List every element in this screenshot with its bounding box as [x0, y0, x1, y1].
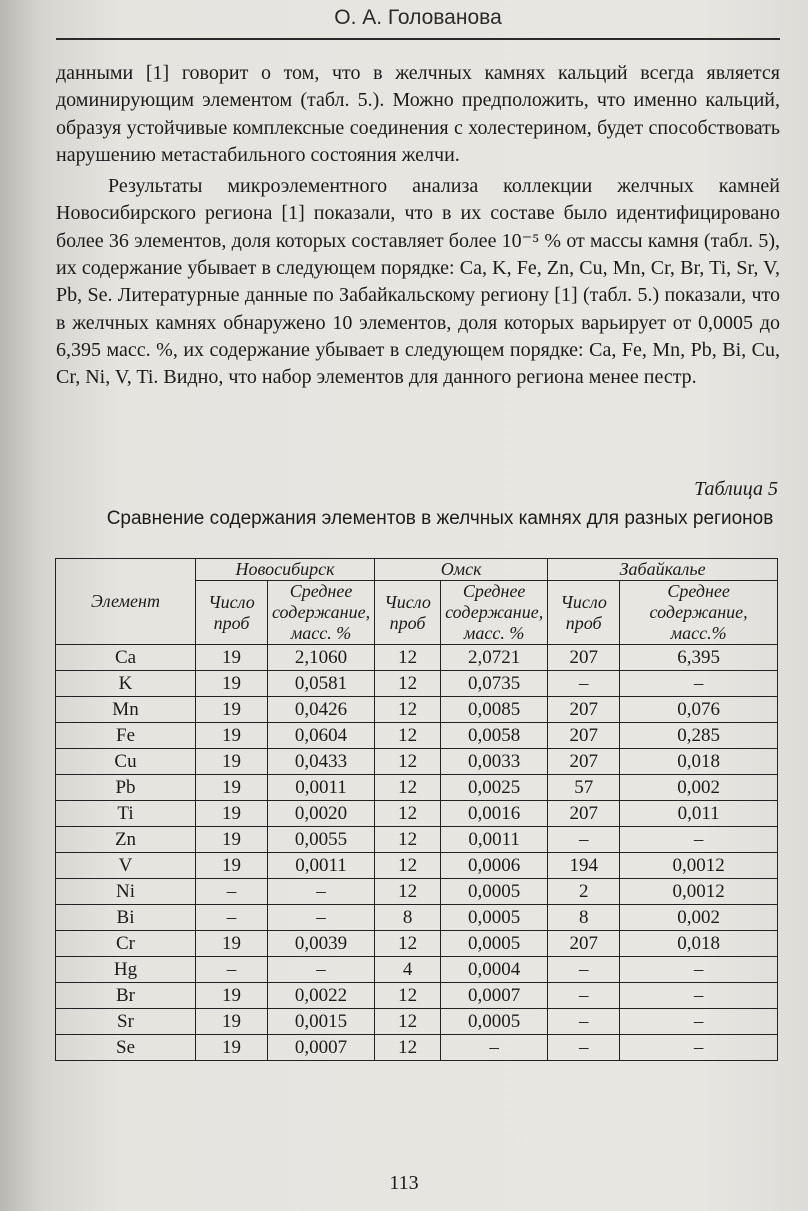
table-cell: 12: [375, 671, 441, 697]
element-cell: Hg: [56, 957, 196, 983]
table-cell: 12: [375, 1009, 441, 1035]
table-cell: 0,0020: [268, 801, 375, 827]
table-cell: 12: [375, 801, 441, 827]
table-cell: 19: [196, 723, 268, 749]
table-cell: 0,0011: [268, 853, 375, 879]
table-cell: –: [268, 957, 375, 983]
table-cell: –: [620, 957, 778, 983]
paragraph: данными [1] говорит о том, что в желчных камнях кальций всегда является доминирующим элементом (табл. 5.). Можно предположить, что именно кальций, образуя устойчивые комплексные соединения с холестерином, будет способствовать нарушению метастабильного состояния желчи.: [56, 62, 780, 166]
table-cell: 0,0012: [620, 853, 778, 879]
header-rule: [56, 38, 780, 40]
table-row: [56, 983, 778, 1009]
table-cell: 12: [375, 983, 441, 1009]
table-row: [56, 1009, 778, 1035]
element-cell: Ca: [56, 645, 196, 671]
table-cell: 0,002: [620, 775, 778, 801]
table-cell: 6,395: [620, 645, 778, 671]
table-cell: 19: [196, 801, 268, 827]
table-cell: 207: [548, 749, 620, 775]
body-text: [56, 60, 780, 392]
table-row: [56, 801, 778, 827]
table-cell: 0,0022: [268, 983, 375, 1009]
table-cell: 2: [548, 879, 620, 905]
subheader-mean-content: Среднее содержание, масс.%: [620, 581, 778, 645]
table-cell: 0,0055: [268, 827, 375, 853]
table-cell: 12: [375, 1035, 441, 1061]
subheader-mean-content: Среднее содержание, масс. %: [441, 581, 548, 645]
table-cell: 12: [375, 931, 441, 957]
table-cell: 12: [375, 645, 441, 671]
element-cell: Sr: [56, 1009, 196, 1035]
subheader-sample-count: Число проб: [196, 581, 268, 645]
element-cell: Fe: [56, 723, 196, 749]
table-cell: 0,0426: [268, 697, 375, 723]
table-label: Таблица 5: [694, 478, 778, 500]
table-cell: 0,0039: [268, 931, 375, 957]
paragraph: Результаты микроэлементного анализа коллекции желчных камней Новосибирского региона [1] показали, что в их составе было идентифицировано более 36 элементов, доля которых составляет более 10⁻⁵ % от массы камня (табл. 5), их содержание убывает в следующем порядке: Ca, K, Fe, Zn, Cu, Mn, Cr, Br, Ti, Sr, V, Pb, Se. Литературные данные по Забайкальскому региону [1] (табл. 5.) показали, что в желчных камнях обнаружено 10 элементов, доля которых варьирует от 0,0005 до 6,395 масс. %, их содержание убывает в следующем порядке: Ca, Fe, Mn, Pb, Bi, Cu, Cr, Ni, V, Ti. Видно, что набор элементов для данного региона менее пестр.: [56, 175, 780, 389]
table-cell: 12: [375, 827, 441, 853]
table-cell: –: [196, 905, 268, 931]
subheader-sample-count: Число проб: [548, 581, 620, 645]
table-cell: 57: [548, 775, 620, 801]
table-cell: –: [548, 983, 620, 1009]
table-cell: 19: [196, 853, 268, 879]
table-cell: 8: [375, 905, 441, 931]
table-body: [56, 645, 778, 1061]
table-row: [56, 723, 778, 749]
table-cell: –: [548, 1035, 620, 1061]
table-cell: 19: [196, 645, 268, 671]
data-table: [55, 558, 778, 1061]
table-cell: 0,0011: [268, 775, 375, 801]
table-row: [56, 879, 778, 905]
element-cell: Pb: [56, 775, 196, 801]
table-cell: 0,0005: [441, 905, 548, 931]
table-row: [56, 645, 778, 671]
table-cell: 0,0033: [441, 749, 548, 775]
table-cell: 0,011: [620, 801, 778, 827]
table-cell: –: [548, 1009, 620, 1035]
table-cell: 0,0015: [268, 1009, 375, 1035]
region-header: Новосибирск: [196, 559, 375, 581]
table-cell: –: [268, 879, 375, 905]
table-cell: 0,076: [620, 697, 778, 723]
table-cell: 12: [375, 775, 441, 801]
table-cell: 0,002: [620, 905, 778, 931]
table-cell: 0,0016: [441, 801, 548, 827]
table-cell: 0,0005: [441, 1009, 548, 1035]
table-cell: –: [196, 879, 268, 905]
running-header: О. А. Голованова: [334, 6, 502, 29]
element-cell: Ni: [56, 879, 196, 905]
table-cell: 0,0007: [441, 983, 548, 1009]
table-row: [56, 957, 778, 983]
table-cell: 0,0581: [268, 671, 375, 697]
table-row: [56, 853, 778, 879]
table-cell: 0,0006: [441, 853, 548, 879]
table-cell: –: [548, 827, 620, 853]
element-cell: Mn: [56, 697, 196, 723]
table-row: [56, 749, 778, 775]
table-cell: 207: [548, 931, 620, 957]
table-cell: –: [620, 1009, 778, 1035]
table-cell: 0,0735: [441, 671, 548, 697]
table-cell: 19: [196, 749, 268, 775]
table-title: Сравнение содержания элементов в желчных камнях для разных регионов: [106, 508, 774, 529]
element-cell: Br: [56, 983, 196, 1009]
table-cell: 2,1060: [268, 645, 375, 671]
table-cell: 0,0005: [441, 931, 548, 957]
table-cell: 0,285: [620, 723, 778, 749]
table-cell: 4: [375, 957, 441, 983]
region-header: Забайкалье: [548, 559, 778, 581]
table-cell: 207: [548, 801, 620, 827]
table-cell: 19: [196, 983, 268, 1009]
element-cell: K: [56, 671, 196, 697]
page-number: 113: [389, 1172, 419, 1194]
element-column-header: Элемент: [56, 559, 196, 645]
table-cell: 12: [375, 723, 441, 749]
element-cell: Bi: [56, 905, 196, 931]
table-cell: 19: [196, 931, 268, 957]
table-cell: –: [620, 1035, 778, 1061]
table-row: [56, 931, 778, 957]
element-cell: Cu: [56, 749, 196, 775]
table-cell: 207: [548, 645, 620, 671]
table-cell: 0,0012: [620, 879, 778, 905]
table-cell: 19: [196, 775, 268, 801]
table-cell: 19: [196, 827, 268, 853]
table-cell: 12: [375, 853, 441, 879]
table-cell: 19: [196, 697, 268, 723]
table-cell: 0,0004: [441, 957, 548, 983]
table-row: [56, 905, 778, 931]
table-cell: 207: [548, 697, 620, 723]
table-cell: 2,0721: [441, 645, 548, 671]
table-cell: –: [196, 957, 268, 983]
table-cell: 19: [196, 1009, 268, 1035]
table-cell: –: [620, 983, 778, 1009]
table-cell: 12: [375, 879, 441, 905]
table-cell: 0,0058: [441, 723, 548, 749]
table-cell: 0,0433: [268, 749, 375, 775]
table-cell: 0,0007: [268, 1035, 375, 1061]
table-cell: –: [620, 827, 778, 853]
table-cell: 0,018: [620, 931, 778, 957]
table-cell: 194: [548, 853, 620, 879]
table-row: [56, 775, 778, 801]
table-cell: –: [441, 1035, 548, 1061]
table-cell: 19: [196, 671, 268, 697]
table-row: [56, 697, 778, 723]
table-cell: 0,0005: [441, 879, 548, 905]
table-cell: –: [268, 905, 375, 931]
table-row: [56, 827, 778, 853]
table-cell: 8: [548, 905, 620, 931]
table-cell: 12: [375, 749, 441, 775]
table-cell: 0,0085: [441, 697, 548, 723]
element-cell: Cr: [56, 931, 196, 957]
table-cell: –: [548, 671, 620, 697]
table-cell: 0,0011: [441, 827, 548, 853]
element-cell: Se: [56, 1035, 196, 1061]
table-cell: –: [620, 671, 778, 697]
element-cell: Ti: [56, 801, 196, 827]
subheader-sample-count: Число проб: [375, 581, 441, 645]
table-cell: 0,018: [620, 749, 778, 775]
region-header: Омск: [375, 559, 548, 581]
table-cell: 19: [196, 1035, 268, 1061]
table-cell: –: [548, 957, 620, 983]
table-cell: 207: [548, 723, 620, 749]
element-cell: Zn: [56, 827, 196, 853]
table-cell: 12: [375, 697, 441, 723]
table-row: [56, 671, 778, 697]
element-cell: V: [56, 853, 196, 879]
subheader-mean-content: Среднее содержание, масс. %: [268, 581, 375, 645]
table-cell: 0,0025: [441, 775, 548, 801]
table-row: [56, 1035, 778, 1061]
table-cell: 0,0604: [268, 723, 375, 749]
